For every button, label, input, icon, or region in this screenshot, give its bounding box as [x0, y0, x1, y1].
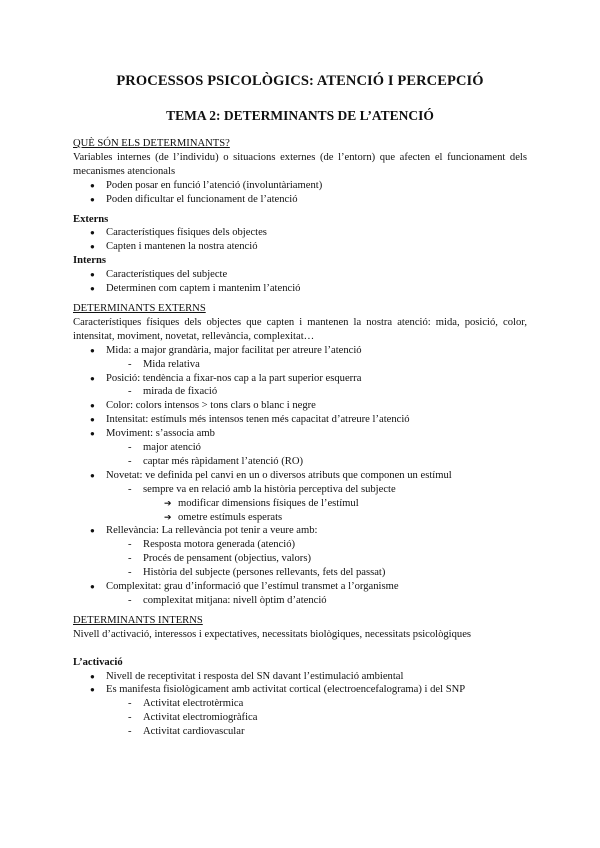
dash-item: - Activitat cardiovascular [73, 725, 527, 739]
subheading-interns: Interns [73, 255, 106, 267]
arrow-item: ➔ ometre estímuls esperats [73, 511, 527, 525]
dash-item: - complexitat mitjana: nivell òptim d’atenció [73, 594, 527, 608]
dash-item: - Mida relativa [73, 358, 527, 372]
bullet-item: ● Poden posar en funció l’atenció (involuntàriament) [73, 179, 527, 193]
bullet-item: ● Moviment: s’associa amb [73, 427, 527, 441]
dash-item: - Procés de pensament (objectius, valors) [73, 552, 527, 566]
dash-item: - captar més ràpidament l’atenció (RO) [73, 455, 527, 469]
section-heading: DETERMINANTS EXTERNS [73, 302, 206, 314]
dash-item: - Història del subjecte (persones rellevants, fets del passat) [73, 566, 527, 580]
bullet-item: ● Rellevància: La rellevància pot tenir a veure amb: [73, 524, 527, 538]
section-heading: QUÈ SÓN ELS DETERMINANTS? [73, 138, 230, 149]
bullet-item: ● Color: colors intensos > tons clars o blanc i negre [73, 399, 527, 413]
dash-item: - Activitat electrotèrmica [73, 697, 527, 711]
section-heading: DETERMINANTS INTERNS [73, 614, 203, 626]
subheading-externs: Externs [73, 213, 109, 225]
dash-item: - mirada de fixació [73, 385, 527, 399]
bullet-item: ● Es manifesta fisiològicament amb activitat cortical (electroencefalograma) i del SNP [73, 683, 527, 697]
bullet-item: ● Novetat: ve definida pel canvi en un o diversos atributs que componen un estímul [73, 469, 527, 483]
bullet-item: ● Determinen com captem i mantenim l’atenció [73, 282, 527, 296]
bullet-item: ● Capten i mantenen la nostra atenció [73, 240, 527, 254]
dash-item: - sempre va en relació amb la història perceptiva del subjecte [73, 483, 527, 497]
dash-item: - major atenció [73, 441, 527, 455]
bullet-item: ● Nivell de receptivitat i resposta del SN davant l’estimulació ambiental [73, 670, 527, 684]
dash-item: - Activitat electromiogràfica [73, 711, 527, 725]
topic-title: TEMA 2: DETERMINANTS DE L’ATENCIÓ [166, 108, 434, 123]
subheading-activacio: L’activació [73, 656, 123, 668]
bullet-item: ● Característiques del subjecte [73, 268, 527, 282]
bullet-item: ● Poden dificultar el funcionament de l’atenció [73, 193, 527, 207]
paragraph: Característiques físiques dels objectes que capten i mantenen la nostra atenció: mida, posició, color, intensitat, moviment, novetat, rellevància, complexitat… [73, 316, 527, 342]
paragraph: Nivell d’activació, interessos i expectatives, necessitats biològiques, necessitats psicològiques [73, 628, 472, 640]
bullet-item: ● Intensitat: estímuls més intensos tenen més capacitat d’atreure l’atenció [73, 413, 527, 427]
dash-item: - Resposta motora generada (atenció) [73, 538, 527, 552]
arrow-item: ➔ modificar dimensions físiques de l’estímul [73, 497, 527, 511]
document-title: PROCESSOS PSICOLÒGICS: ATENCIÓ I PERCEPCIÓ [116, 73, 484, 89]
document-body [73, 137, 527, 739]
paragraph: Variables internes (de l’individu) o situacions externes (de l’entorn) que afecten el funcionament dels mecanismes atencionals [73, 151, 527, 177]
bullet-item: ● Complexitat: grau d’informació que l’estímul transmet a l’organisme [73, 580, 527, 594]
bullet-item: ● Característiques físiques dels objectes [73, 226, 527, 240]
bullet-item: ● Mida: a major grandària, major facilitat per atreure l’atenció [73, 344, 527, 358]
bullet-item: ● Posició: tendència a fixar-nos cap a la part superior esquerra [73, 372, 527, 386]
